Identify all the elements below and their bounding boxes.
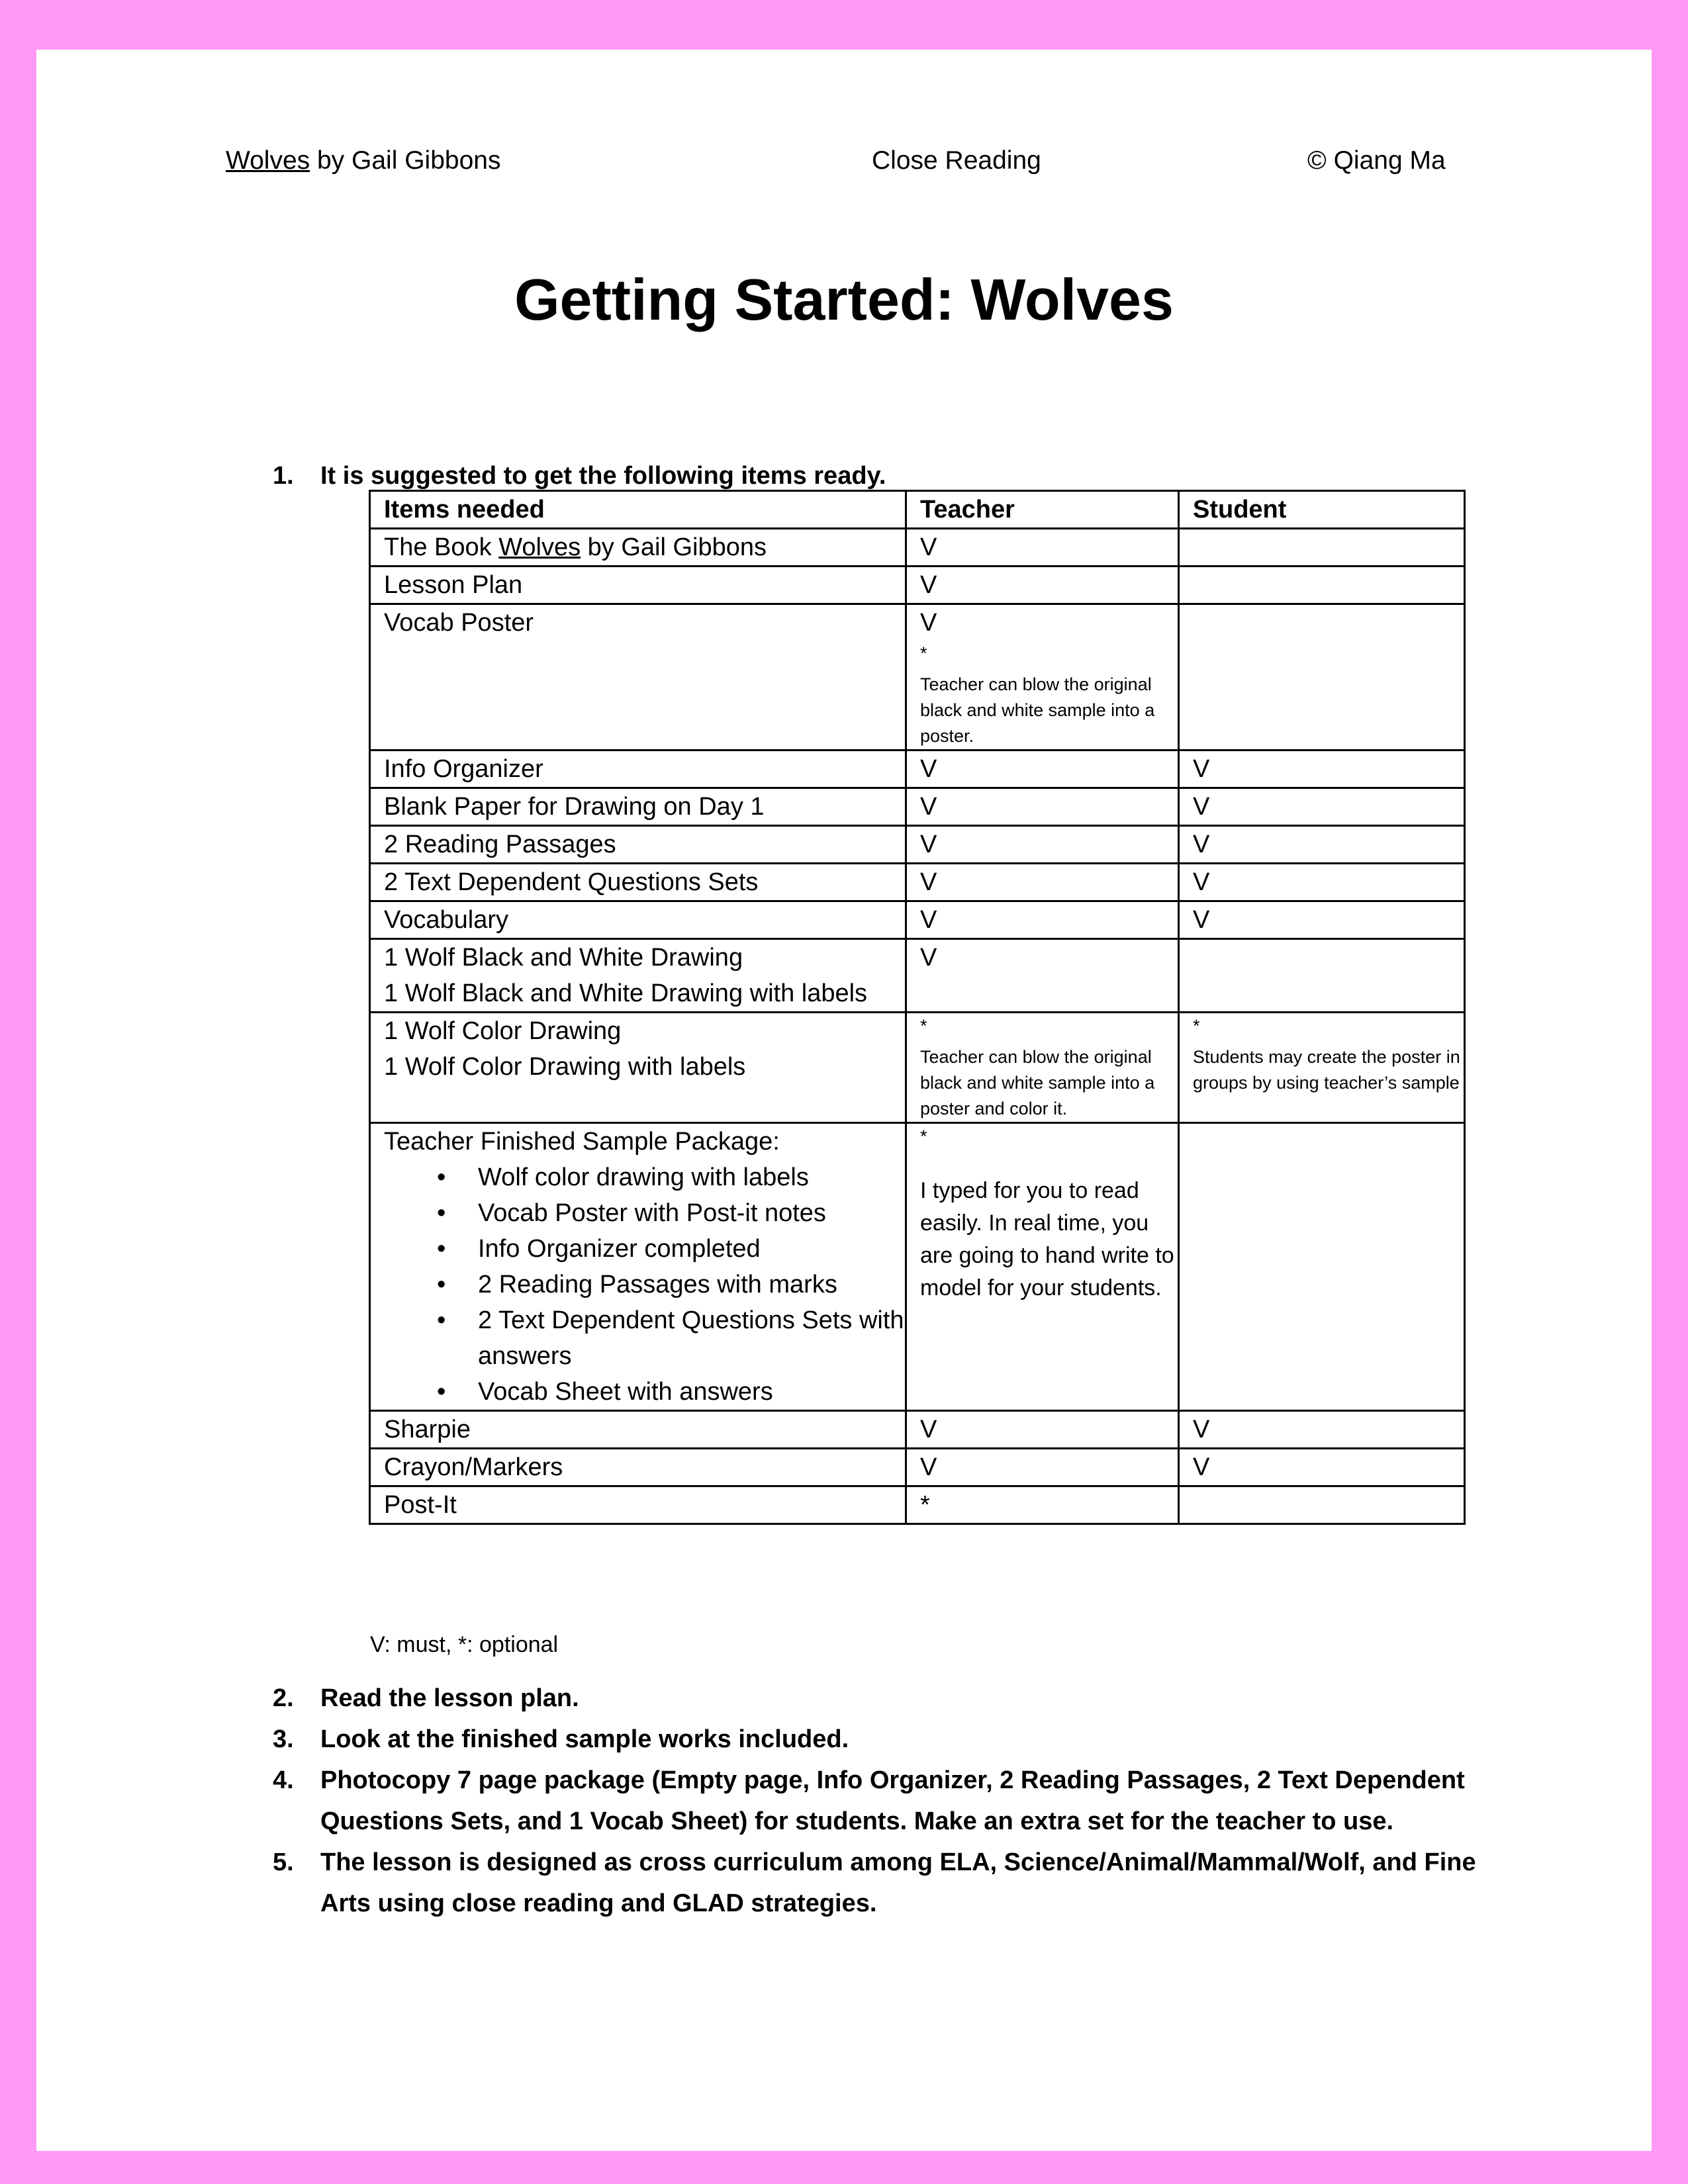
column-header-items: Items needed [370, 491, 906, 529]
header-book-author: by Gail Gibbons [310, 146, 501, 175]
item-cell: Info Organizer [370, 751, 906, 788]
header-copyright: © Qiang Ma [1307, 146, 1446, 175]
item-cell: 2 Text Dependent Questions Sets [370, 864, 906, 901]
table-row [370, 826, 1465, 864]
optional-mark: * [920, 1016, 927, 1036]
table-row [370, 529, 1465, 567]
teacher-cell: V [906, 826, 1179, 864]
item-cell: Blank Paper for Drawing on Day 1 [370, 788, 906, 826]
table-row [370, 901, 1465, 939]
teacher-cell: * [906, 1486, 1179, 1524]
student-cell [1179, 1013, 1465, 1123]
teacher-mark: V [920, 609, 937, 637]
list-item [424, 1302, 905, 1374]
table-row [370, 1486, 1465, 1524]
list-item [424, 1195, 905, 1231]
optional-mark: * [1193, 1016, 1200, 1036]
student-cell: V [1179, 788, 1465, 826]
column-header-student: Student [1179, 491, 1465, 529]
student-cell: V [1179, 1411, 1465, 1449]
book-title: Wolves [498, 533, 581, 561]
bullet: • [437, 1199, 446, 1227]
item-cell: Vocabulary [370, 901, 906, 939]
step-text: Read the lesson plan. [320, 1684, 579, 1712]
item-line: 1 Wolf Color Drawing with labels [384, 1053, 746, 1081]
item-cell: Crayon/Markers [370, 1449, 906, 1486]
item-line: 1 Wolf Black and White Drawing [384, 944, 743, 972]
teacher-note: Teacher can blow the original black and white sample into a poster. [920, 674, 1155, 746]
teacher-cell: V [906, 1449, 1179, 1486]
student-cell [1179, 529, 1465, 567]
list-item-text: Wolf color drawing with labels [478, 1163, 809, 1191]
list-item [424, 1374, 905, 1410]
sample-package-list [424, 1160, 905, 1410]
teacher-cell: V [906, 901, 1179, 939]
teacher-cell [906, 1013, 1179, 1123]
teacher-cell: V [906, 1411, 1179, 1449]
table-header-row [370, 491, 1465, 529]
item-cell: Sharpie [370, 1411, 906, 1449]
list-item-text: 2 Reading Passages with marks [478, 1271, 837, 1298]
student-cell: V [1179, 751, 1465, 788]
teacher-cell: V [906, 751, 1179, 788]
item-heading: Teacher Finished Sample Package: [384, 1128, 780, 1156]
step-text: Look at the finished sample works included. [320, 1725, 849, 1753]
table-row [370, 788, 1465, 826]
table-row [370, 1449, 1465, 1486]
bullet: • [437, 1235, 446, 1263]
step-text: The lesson is designed as cross curriculum among ELA, Science/Animal/Mammal/Wolf, and Fine Arts using close reading and GLAD strategies. [320, 1848, 1476, 1917]
student-cell: V [1179, 1449, 1465, 1486]
step-number: 4. [273, 1766, 294, 1794]
bullet: • [437, 1306, 446, 1334]
student-cell [1179, 939, 1465, 1013]
header-book [226, 146, 500, 177]
table-row [370, 864, 1465, 901]
student-cell [1179, 604, 1465, 751]
step-number: 1. [273, 462, 294, 490]
student-cell [1179, 1123, 1465, 1411]
document-page [36, 50, 1652, 2151]
list-item-text: 2 Text Dependent Questions Sets with answers [478, 1306, 904, 1370]
bullet: • [437, 1163, 446, 1191]
item-text: by Gail Gibbons [581, 533, 767, 561]
item-cell [370, 1013, 906, 1123]
optional-mark: * [920, 1126, 927, 1146]
step-text: Photocopy 7 page package (Empty page, Info Organizer, 2 Reading Passages, 2 Text Dependent Questions Sets, and 1 Vocab Sheet) for students. Make an extra set for the teacher to use. [320, 1766, 1465, 1835]
teacher-cell: V [906, 939, 1179, 1013]
teacher-cell: V [906, 864, 1179, 901]
bullet: • [437, 1271, 446, 1298]
optional-mark: * [920, 643, 927, 663]
list-item-text: Vocab Poster with Post-it notes [478, 1199, 826, 1227]
teacher-cell: V [906, 567, 1179, 604]
step-number: 5. [273, 1848, 294, 1876]
student-cell [1179, 1486, 1465, 1524]
list-item [424, 1160, 905, 1195]
table-legend: V: must, *: optional [370, 1632, 559, 1657]
teacher-cell [906, 1123, 1179, 1411]
step-number: 2. [273, 1684, 294, 1712]
item-cell [370, 939, 906, 1013]
table-row [370, 939, 1465, 1013]
item-cell: Lesson Plan [370, 567, 906, 604]
item-cell [370, 529, 906, 567]
column-header-teacher: Teacher [906, 491, 1179, 529]
table-row [370, 1123, 1465, 1411]
table-row [370, 1411, 1465, 1449]
step-text: It is suggested to get the following items ready. [320, 462, 886, 490]
item-cell [370, 1123, 906, 1411]
item-cell: 2 Reading Passages [370, 826, 906, 864]
table-row [370, 567, 1465, 604]
table-row [370, 1013, 1465, 1123]
item-cell: Post-It [370, 1486, 906, 1524]
item-line: 1 Wolf Color Drawing [384, 1017, 622, 1045]
list-item [424, 1267, 905, 1302]
student-cell: V [1179, 826, 1465, 864]
step-number: 3. [273, 1725, 294, 1753]
page-title: Getting Started: Wolves [514, 267, 1174, 332]
list-item-text: Info Organizer completed [478, 1235, 761, 1263]
item-line: 1 Wolf Black and White Drawing with labels [384, 979, 868, 1007]
items-table [369, 490, 1466, 1525]
teacher-cell: V [906, 788, 1179, 826]
header-subject: Close Reading [872, 146, 1041, 175]
student-cell [1179, 567, 1465, 604]
teacher-note: Teacher can blow the original black and white sample into a poster and color it. [920, 1047, 1155, 1118]
item-cell: Vocab Poster [370, 604, 906, 751]
item-text: The Book [384, 533, 499, 561]
teacher-note: I typed for you to read easily. In real time, you are going to hand write to model for your students. [920, 1178, 1174, 1300]
table-row [370, 751, 1465, 788]
list-item [424, 1231, 905, 1267]
teacher-cell [906, 604, 1179, 751]
list-item-text: Vocab Sheet with answers [478, 1378, 773, 1406]
student-note: Students may create the poster in groups by using teacher’s sample [1193, 1047, 1460, 1093]
bullet: • [437, 1378, 446, 1406]
teacher-cell: V [906, 529, 1179, 567]
student-cell: V [1179, 901, 1465, 939]
table-row [370, 604, 1465, 751]
header-book-title: Wolves [226, 146, 310, 175]
student-cell: V [1179, 864, 1465, 901]
